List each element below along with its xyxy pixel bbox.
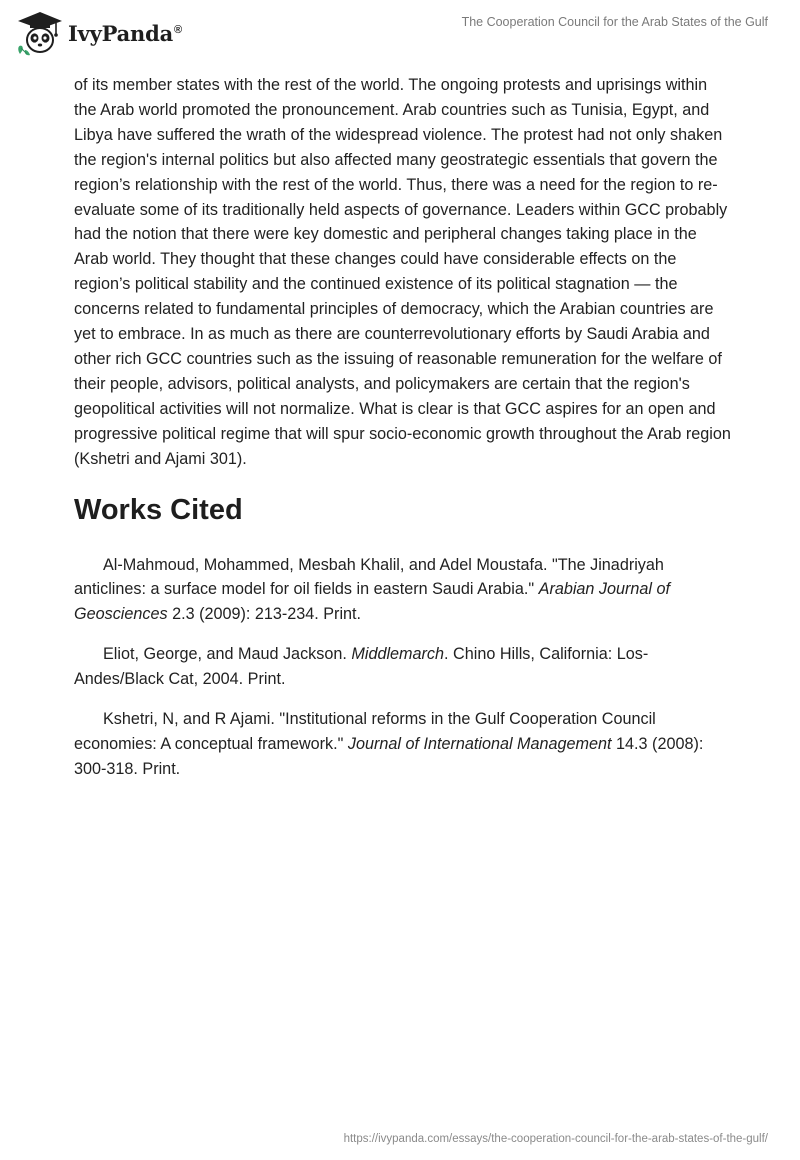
citation-entry: [74, 707, 734, 782]
citation-entry: [74, 642, 734, 692]
citation-source: Middlemarch: [351, 645, 445, 664]
citation-text: . Chino Hills, California: Los-Andes/Black Cat, 2004. Print.: [74, 645, 649, 689]
ivypanda-logo[interactable]: [16, 8, 182, 58]
footer-url-link[interactable]: https://ivypanda.com/essays/the-cooperation-council-for-the-arab-states-of-the-gulf/: [343, 1133, 768, 1145]
citation-source: Journal of International Management: [347, 734, 612, 753]
citation-source: Arabian Journal of Geosciences: [74, 580, 671, 624]
citation-list: [74, 553, 734, 782]
citation-text: 14.3 (2008): 300-318. Print.: [74, 734, 704, 778]
panda-graduate-icon: [16, 10, 64, 56]
works-cited-title: Works Cited: [74, 493, 243, 526]
running-title: The Cooperation Council for the Arab States of the Gulf: [461, 15, 768, 29]
citation-text: Al-Mahmoud, Mohammed, Mesbah Khalil, and Adel Moustafa. "The Jinadriyah anticlines: a surface model for oil fields in eastern Saudi Arabia.": [74, 555, 664, 599]
page-header: [0, 0, 800, 70]
citation-text: 2.3 (2009): 213-234. Print.: [167, 605, 362, 624]
citation-text: Eliot, George, and Maud Jackson.: [103, 645, 352, 664]
body-paragraph: of its member states with the rest of the world. The ongoing protests and uprisings within the Arab world promoted the pronouncement. Arab countries such as Tunisia, Egypt, and Libya have suffered the wrath of the widespread violence. The protest had not only shaken the region's internal politics but also affected many geostrategic essentials that govern the region’s relationship with the rest of the world. Thus, there was a need for the region to re-evaluate some of its traditionally held aspects of governance. Leaders within GCC probably had the notion that there were key domestic and peripheral changes taking place in the Arab world. They thought that these changes could have considerable effects on the region’s political stability and the continued existence of its political stagnation — the concerns related to fundamental principles of democracy, which the Arabian countries are yet to embrace. In as much as there are counterrevolutionary efforts by Saudi Arabia and other rich GCC countries such as the issuing of reasonable remuneration for the welfare of their people, advisors, political analysts, and policymakers are certain that the region's geopolitical activities will not normalize. What is clear is that GCC aspires for an open and progressive political regime that will spur socio-economic growth throughout the Arab region (Kshetri and Ajami 301).: [74, 76, 731, 468]
citation-text: Kshetri, N, and R Ajami. "Institutional reforms in the Gulf Cooperation Council economies: A conceptual framework.": [74, 710, 656, 753]
essay-content: [74, 73, 734, 797]
citation-entry: [74, 553, 734, 628]
logo-wordmark: [68, 21, 182, 46]
logo-text: IvyPanda: [68, 20, 174, 46]
registered-mark: ®: [174, 23, 182, 36]
